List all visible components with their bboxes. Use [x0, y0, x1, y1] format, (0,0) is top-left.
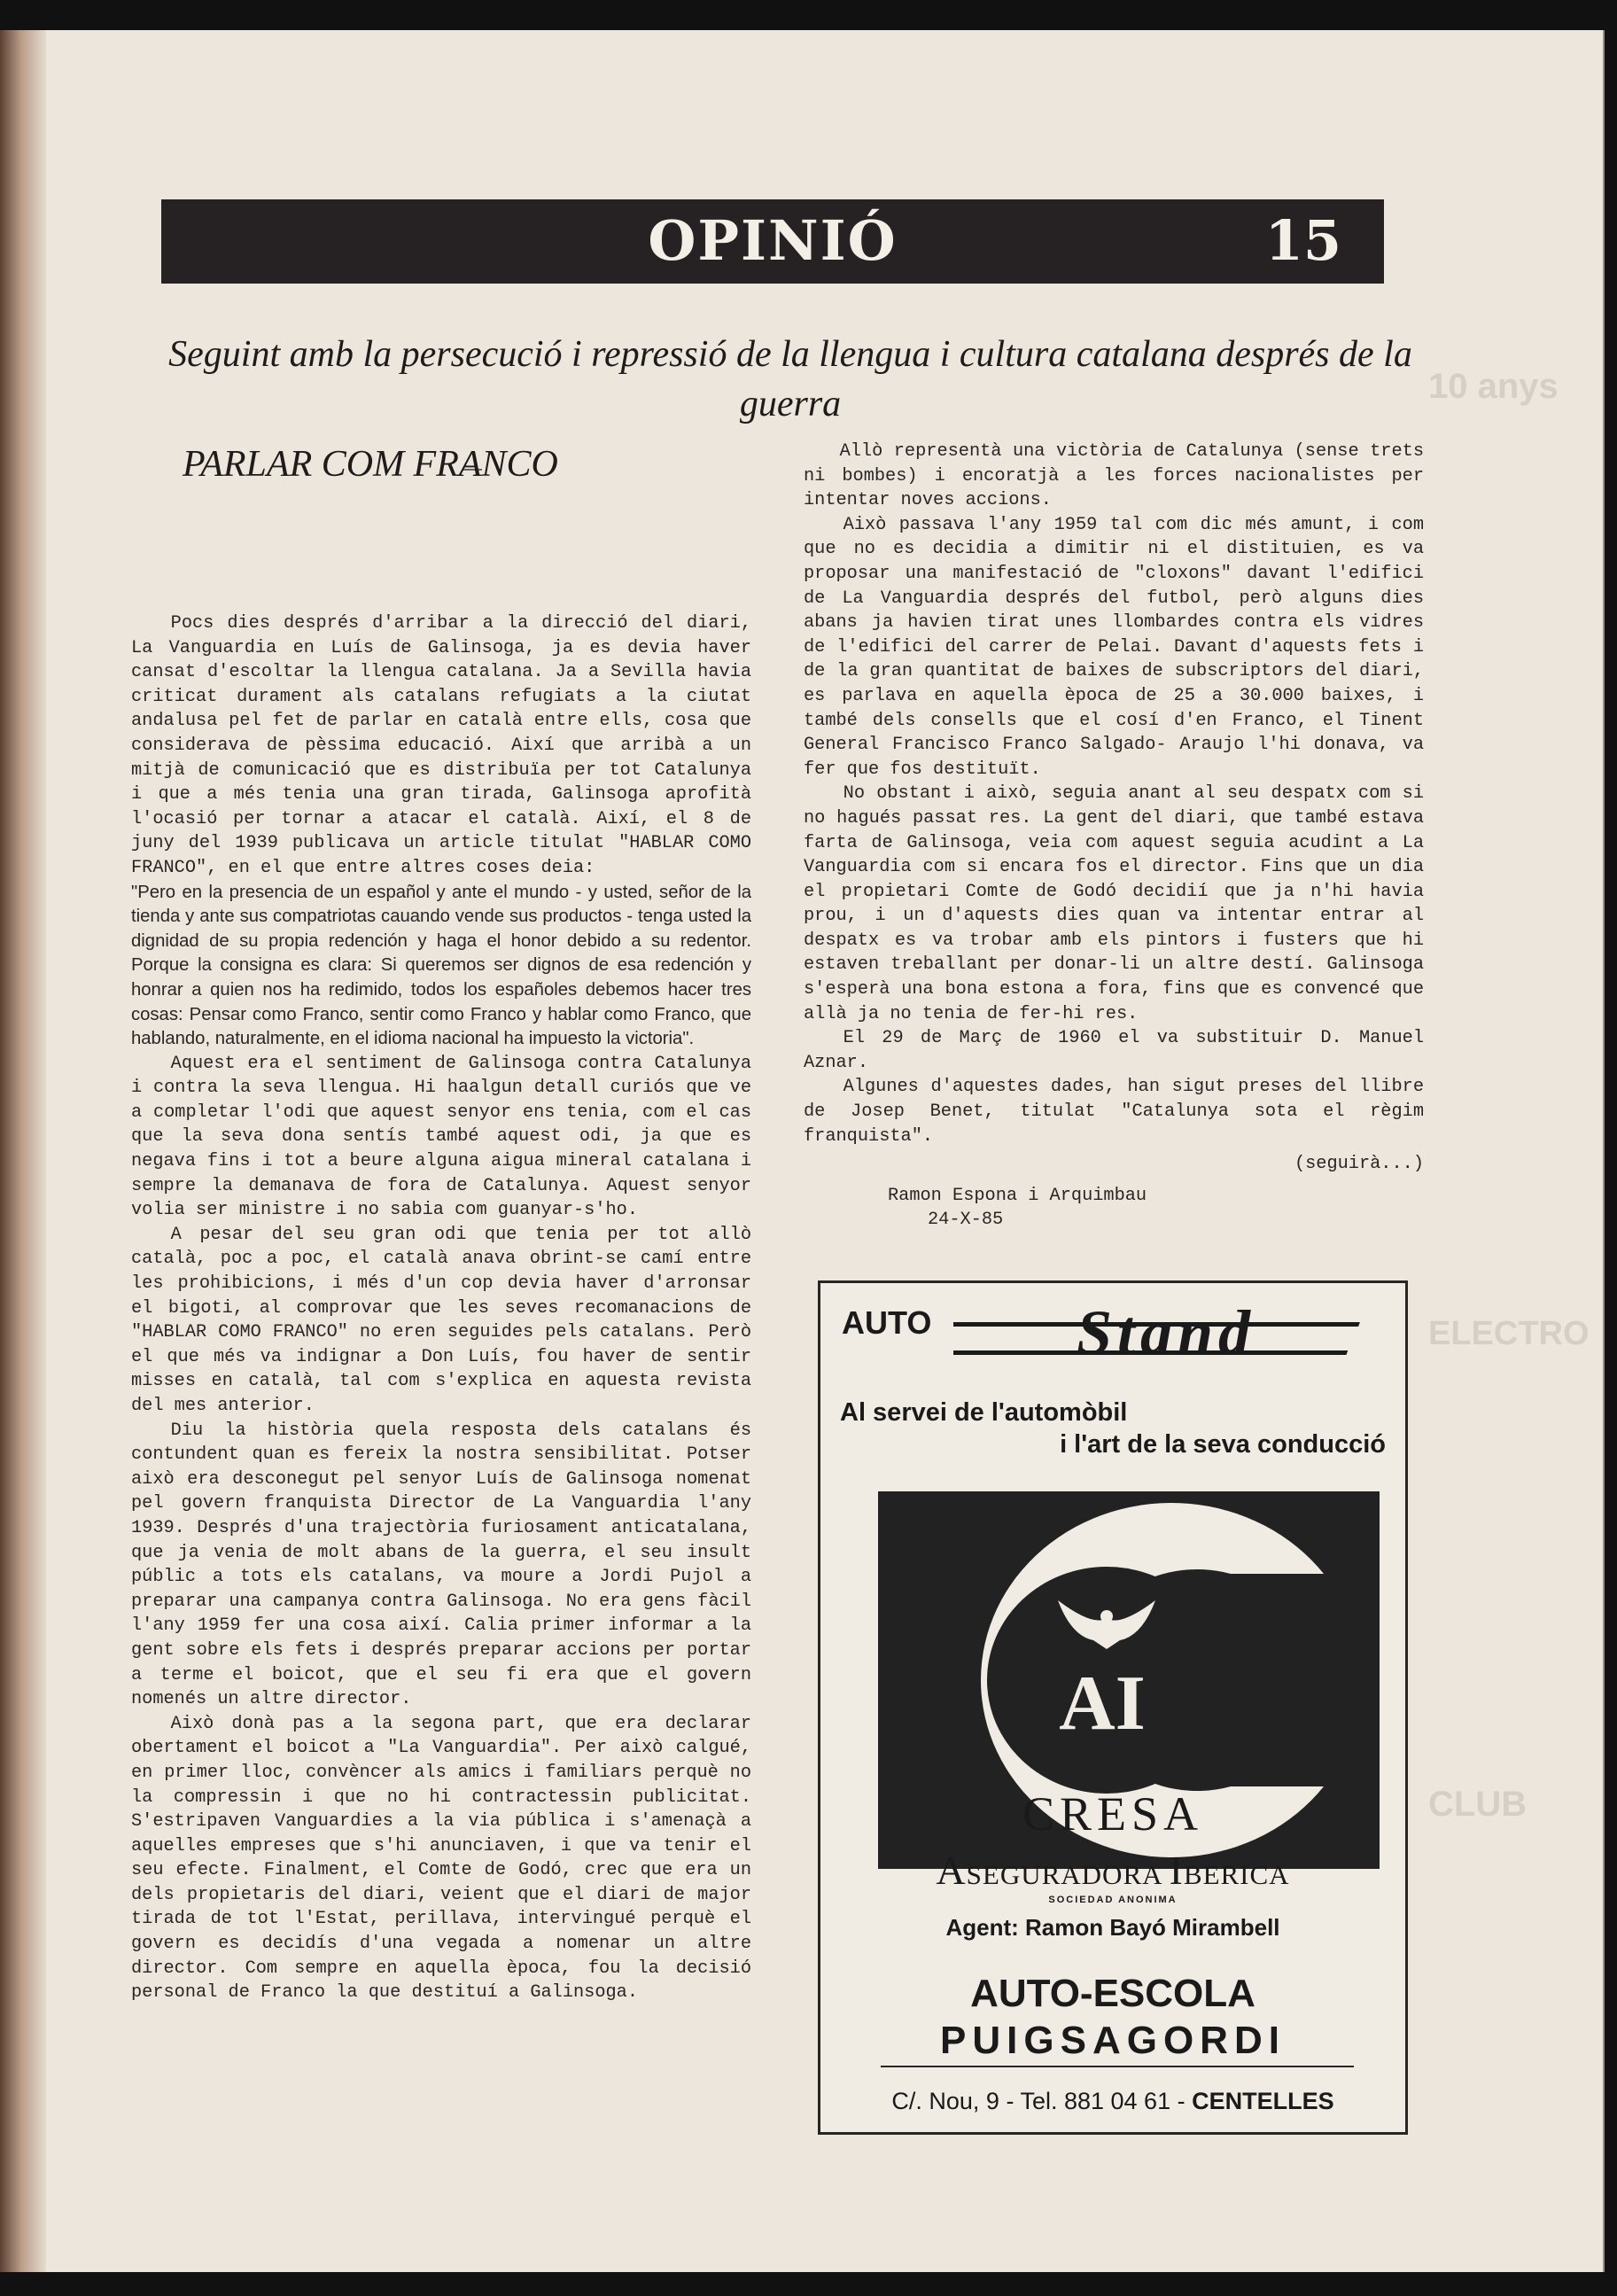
paragraph: Pocs dies després d'arribar a la direcció del diari, La Vanguardia en Luís de Galinsoga, ja es devia haver cansat d'escoltar la llengua catalana. Ja a Sevilla havia criticat durament als catalans refugiats a la ciutat andalusa pel fet de parlar en català entre ells, cosa que considerava de pèssima educació. Així que arribà a un mitjà de comunicació que es distribuïa per tot Catalunya i que a més tenia una gran tirada, Galinsoga aprofità l'ocasió per tornar a atacar el català. Així, el 8 de juny del 1939 publicava un article titulat "HABLAR COMO FRANCO", en el que entre altres coses deia: — [131, 613, 751, 878]
page-edge-right — [1603, 30, 1605, 2272]
paragraph: A pesar del seu gran odi que tenia per tot allò català, poc a poc, el català anava obrint-se camí entre les prohibicions, i més d'un cop devia haver d'arronsar el bigoti, al comprovar que les seves recomanacions de "HABLAR COMO FRANCO" no eren seguides pels catalans. Però el que més va indignar a Don Luís, fou haver de sentir misses en català, tal com s'explica en aquesta revista del mes anterior. — [131, 1224, 751, 1416]
iberica-initial: I — [1169, 1848, 1184, 1893]
stand-logo-text: Stand — [1076, 1297, 1256, 1368]
paragraph: Aquest era el sentiment de Galinsoga contra Catalunya i contra la seva llengua. Hi haalgun detall curiós que ve a completar l'odi que aquest senyor ens tenia, com el cas que la seva dona sentís també aquest odi, ja que es negava fins i tot a beure alguna aigua mineral catalana i sempre la demanava de fora de Catalunya. Aquest senyor volia ser ministre i no sabia com guanyar-s'ho. — [131, 1053, 751, 1221]
paragraph: Allò representà una victòria de Catalunya (sense trets ni bombes) i encoratjà a les forces nacionalistes per intentar noves accions. — [804, 441, 1424, 511]
continued-note: (seguirà...) — [1294, 1154, 1424, 1175]
aseguradora-initial: A — [936, 1848, 967, 1893]
agent-name: Agent: Ramon Bayó Mirambell — [945, 1914, 1280, 1941]
aseguradora-iberica — [820, 1847, 1405, 1894]
page-number — [1265, 208, 1341, 273]
article-title: PARLAR COM FRANCO — [183, 444, 558, 485]
article-column-right — [804, 440, 1424, 1233]
article-headline: Seguint amb la persecució i repressió de la llengua i cultura catalana després de la guerra — [168, 334, 1412, 424]
ad-address — [820, 2088, 1405, 2115]
bleed-through-text: 10 anys — [1428, 367, 1559, 406]
author: Ramon Espona i Arquimbau — [888, 1185, 1147, 1206]
ad-divider — [881, 2066, 1354, 2067]
ad-tagline-2: i l'art de la seva conducció — [1060, 1430, 1386, 1459]
stand-logo — [953, 1290, 1379, 1370]
paragraph: Diu la història quela resposta dels catalans és contundent quan es fereix la nostra sensibilitat. Potser això era desconegut pel senyor Luís de Galinsoga nomenat pel govern franquista Director de La Vanguardia l'any 1939. Després d'una trajectòria furiosament anticatalana, que ja venia de molt abans de la guerra, el seu insult públic a tots els catalans, va moure a Jordi Pujol a preparar una campanya contra Galinsoga. No era gens fàcil l'any 1959 fer una cosa així. Calia primer informar a la gent sobre els fets i després preparar accions per portar a terme el boicot, que el seu fi era que el govern nomenés un altre director. — [131, 1420, 751, 1710]
article-column-left — [131, 611, 751, 2005]
paragraph: Algunes d'aquestes dades, han sigut preses del llibre de Josep Benet, titulat "Catalunya sota el règim franquista". — [804, 1077, 1424, 1147]
section-banner — [161, 199, 1384, 284]
quote-paragraph: "Pero en la presencia de un español y ante el mundo - y usted, señor de la tienda y ante sus compatriotas cauando vende sus productos - tenga usted la dignidad de su propia redención y haga el honor debido a su redentor. Porque la consigna es clara: Si queremos ser dignos de esa redención y honrar a quien nos ha redimido, todos los españoles debemos hacer tres cosas: Pensar como Franco, sentir como Franco y hablar como Franco, que hablando, naturalmente, en el idioma nacional ha impuesto la victoria". — [131, 882, 751, 1049]
ad-tagline-1: Al servei de l'automòbil — [840, 1398, 1128, 1427]
ad-auto-label: AUTO — [842, 1304, 932, 1341]
bleed-through-text: ELECTRO — [1428, 1315, 1590, 1352]
paragraph: Això donà pas a la segona part, que era declarar obertament el boicot a "La Vanguardia". Per això calgué, en primer lloc, convèncer als amics i familiars perquè no la compressin i que no hi contractessin publicitat. S'estripaven Vanguardies a la via pública i s'amenaçà a aquelles empreses que s'hi anunciaven, i que va tenir el seu efecte. Finalment, el Comte de Godó, crec que era un dels propietaris del diari, veient que el diari de major tirada de tot l'Estat, perillava, intervingué perquè el govern es decidís d'una vegada a nomenar un altre director. Com sempre en aquella època, fou la decisió personal de Franco la que destituí a Galinsoga. — [131, 1713, 751, 2004]
auto-escola: AUTO-ESCOLA — [970, 1972, 1256, 2015]
paragraph: No obstant i això, seguia anant al seu despatx com si no hagués passat res. La gent del diari, que també estava farta de Galinsoga, veia com aquest seguia acudint a La Vanguardia com si encara fos el director. Fins que un dia el propietari Comte de Godó decidií que ja n'hi havia prou, i un d'aquests dies quan va intentar entrar al despatx es va trobar amb els pintors i fusters que hi estaven treballant per donar-li un altre destí. Galinsoga s'esperà una bona estona a fora, fins que es convencé que allà ja no tenia de fer-hi res. — [804, 783, 1424, 1024]
logo-letters: AI — [1059, 1661, 1146, 1747]
puigsagordi: PUIGSAGORDI — [940, 2019, 1286, 2062]
address-town: CENTELLES — [1192, 2088, 1334, 2114]
paragraph: El 29 de Març de 1960 el va substituir D. Manuel Aznar. — [804, 1028, 1424, 1073]
article-date: 24-X-85 — [928, 1210, 1004, 1231]
magazine-page — [46, 30, 1604, 2272]
advertisement — [818, 1280, 1408, 2135]
page-number-text: 15 — [1264, 208, 1341, 273]
aseguradora-rest: SEGURADORA — [966, 1859, 1162, 1890]
iberica-rest: BERICA — [1183, 1859, 1290, 1890]
address-text: C/. Nou, 9 - Tel. 881 04 61 - — [891, 2088, 1193, 2114]
page-edge — [0, 30, 46, 2272]
sociedad-anonima: SOCIEDAD ANONIMA — [1048, 1895, 1178, 1905]
section-title: OPINIÓ — [648, 208, 898, 273]
paragraph: Això passava l'any 1959 tal com dic més amunt, i com que no es decidia a dimitir ni el distituien, es va proposar una manifestació de "cloxons" davant l'edifici de La Vanguardia després del futbol, però alguns dies abans ja havien tirat unes llombardes contra els vidres de l'edifici del carrer de Pelai. Davant d'aquests fets i de la gran quantitat de baixes de subscriptors del diari, es parlava en aquella època de 25 a 30.000 baixes, i també dels consells que el cosí d'en Franco, el Tinent General Francisco Franco Salgado- Araujo l'hi donava, va fer que fos destituït. — [804, 514, 1424, 780]
cresa-name: CRESA — [1022, 1787, 1204, 1841]
bleed-through-text: CLUB — [1428, 1785, 1528, 1824]
